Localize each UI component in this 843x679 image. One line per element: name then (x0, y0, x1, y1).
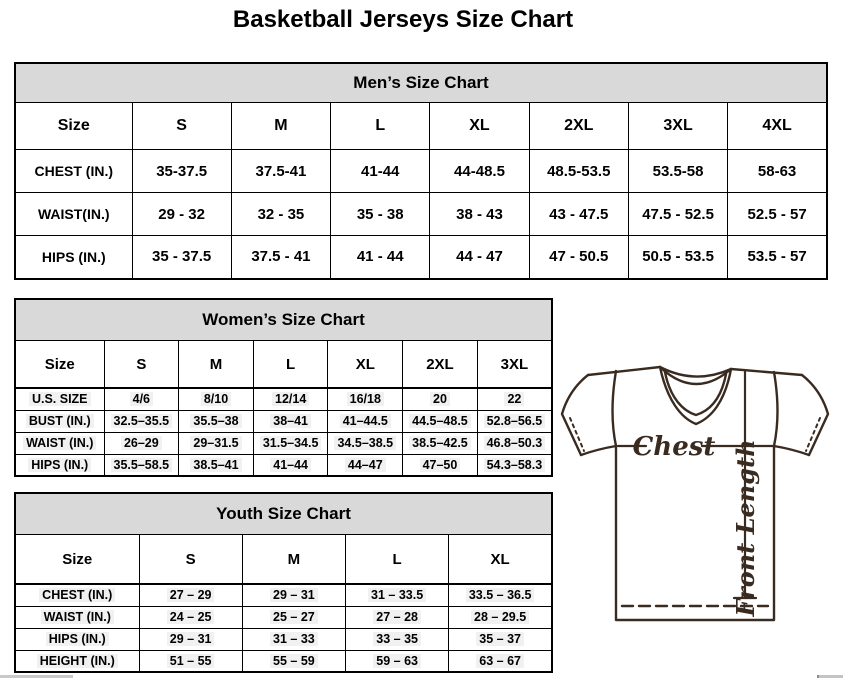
womens-size-chart-table (14, 298, 553, 477)
value-cell: 52.8–56.5 (477, 410, 552, 432)
row-label-text: U.S. SIZE (29, 392, 91, 406)
value-cell: 33 – 35 (346, 628, 449, 650)
value-cell: 35.5–38 (179, 410, 254, 432)
value-cell: 20 (403, 388, 478, 410)
row-label-text: HEIGHT (IN.) (37, 654, 118, 668)
value-cell: 46.8–50.3 (477, 432, 552, 454)
value-cell: 34.5–38.5 (328, 432, 403, 454)
value-cell: 31 – 33.5 (346, 584, 449, 606)
value-cell: 31 – 33 (242, 628, 345, 650)
mens-size-chart-table (14, 62, 828, 280)
table-row (15, 193, 827, 236)
table-row (15, 454, 552, 476)
row-label-cell (15, 606, 139, 628)
size-cell: L (253, 341, 328, 389)
value-cell: 55 – 59 (242, 650, 345, 672)
value-cell: 48.5-53.5 (529, 150, 628, 193)
value-cell: 24 – 25 (139, 606, 242, 628)
right-shoulder-line (731, 369, 802, 375)
size-cell: L (346, 535, 449, 585)
size-cell: XL (328, 341, 403, 389)
value-cell: 44-48.5 (430, 150, 529, 193)
value-cell: 59 – 63 (346, 650, 449, 672)
value-cell: 28 – 29.5 (449, 606, 552, 628)
row-label-text: BUST (IN.) (26, 414, 94, 428)
table-row (15, 628, 552, 650)
value-cell: 58-63 (728, 150, 827, 193)
value-cell: 22 (477, 388, 552, 410)
body-outline (581, 446, 809, 620)
value-cell: 12/14 (253, 388, 328, 410)
size-cell: 3XL (477, 341, 552, 389)
size-cell: 3XL (628, 103, 727, 150)
value-cell: 38.5–41 (179, 454, 254, 476)
value-cell: 38 - 43 (430, 193, 529, 236)
value-cell: 41-44 (331, 150, 430, 193)
row-label-cell: WAIST(IN.) (15, 193, 132, 236)
value-cell: 52.5 - 57 (728, 193, 827, 236)
size-cell: S (139, 535, 242, 585)
row-label-cell (15, 454, 104, 476)
value-cell: 32 - 35 (231, 193, 330, 236)
table-row (15, 236, 827, 279)
size-header-cell: Size (15, 535, 139, 585)
value-cell: 35 - 37.5 (132, 236, 231, 279)
table-row (15, 388, 552, 410)
value-cell: 29 - 32 (132, 193, 231, 236)
value-cell: 41 - 44 (331, 236, 430, 279)
table-row (15, 606, 552, 628)
page-title: Basketball Jerseys Size Chart (232, 6, 574, 33)
value-cell: 35.5–58.5 (104, 454, 179, 476)
size-cell: M (242, 535, 345, 585)
value-cell: 8/10 (179, 388, 254, 410)
value-cell: 35-37.5 (132, 150, 231, 193)
row-label-text: HIPS (IN.) (28, 458, 91, 472)
value-cell: 4/6 (104, 388, 179, 410)
value-cell: 29 – 31 (242, 584, 345, 606)
horizontal-scrollbar-fragment-left[interactable] (0, 675, 73, 678)
value-cell: 50.5 - 53.5 (628, 236, 727, 279)
size-cell: M (179, 341, 254, 389)
row-label-cell (15, 432, 104, 454)
size-cell: 2XL (403, 341, 478, 389)
value-cell: 38–41 (253, 410, 328, 432)
value-cell: 41–44 (253, 454, 328, 476)
value-cell: 51 – 55 (139, 650, 242, 672)
row-label-cell (15, 650, 139, 672)
value-cell: 41–44.5 (328, 410, 403, 432)
value-cell: 47–50 (403, 454, 478, 476)
left-sleeve-outline (562, 375, 588, 455)
womens-chart-title: Women’s Size Chart (15, 299, 552, 341)
right-body-seam (774, 372, 778, 446)
row-label-cell: CHEST (IN.) (15, 150, 132, 193)
size-header-row (15, 535, 552, 585)
size-cell: S (104, 341, 179, 389)
size-cell: XL (449, 535, 552, 585)
value-cell: 54.3–58.3 (477, 454, 552, 476)
youth-size-chart-table (14, 492, 553, 673)
row-label-cell (15, 410, 104, 432)
chest-label: Chest (632, 432, 716, 462)
value-cell: 26–29 (104, 432, 179, 454)
size-header-cell: Size (15, 341, 104, 389)
row-label-text: WAIST (IN.) (41, 610, 114, 624)
size-cell: M (231, 103, 330, 150)
value-cell: 35 – 37 (449, 628, 552, 650)
value-cell: 38.5–42.5 (403, 432, 478, 454)
table-title-row (15, 493, 552, 535)
size-header-row (15, 341, 552, 389)
value-cell: 53.5 - 57 (728, 236, 827, 279)
size-header-cell: Size (15, 103, 132, 150)
row-label-cell (15, 584, 139, 606)
jersey-diagram (550, 358, 840, 626)
table-row (15, 432, 552, 454)
value-cell: 44.5–48.5 (403, 410, 478, 432)
size-cell: L (331, 103, 430, 150)
table-title-row (15, 299, 552, 341)
size-cell: 2XL (529, 103, 628, 150)
row-label-text: WAIST (IN.) (23, 436, 96, 450)
row-label-cell (15, 628, 139, 650)
row-label-text: CHEST (IN.) (39, 588, 115, 602)
size-header-row (15, 103, 827, 150)
value-cell: 27 – 28 (346, 606, 449, 628)
table-title-row (15, 63, 827, 103)
row-label-text: HIPS (IN.) (46, 632, 109, 646)
value-cell: 31.5–34.5 (253, 432, 328, 454)
value-cell: 44 - 47 (430, 236, 529, 279)
value-cell: 43 - 47.5 (529, 193, 628, 236)
value-cell: 44–47 (328, 454, 403, 476)
row-label-cell: HIPS (IN.) (15, 236, 132, 279)
size-cell: S (132, 103, 231, 150)
value-cell: 16/18 (328, 388, 403, 410)
value-cell: 37.5-41 (231, 150, 330, 193)
value-cell: 37.5 - 41 (231, 236, 330, 279)
right-sleeve-outline (802, 375, 828, 455)
mens-chart-title: Men’s Size Chart (15, 63, 827, 103)
value-cell: 29 – 31 (139, 628, 242, 650)
table-row (15, 410, 552, 432)
value-cell: 29–31.5 (179, 432, 254, 454)
front-length-label: Front Length (731, 439, 760, 617)
value-cell: 25 – 27 (242, 606, 345, 628)
youth-chart-title: Youth Size Chart (15, 493, 552, 535)
table-row (15, 584, 552, 606)
value-cell: 33.5 – 36.5 (449, 584, 552, 606)
value-cell: 53.5-58 (628, 150, 727, 193)
horizontal-scrollbar-fragment-right[interactable] (817, 675, 843, 678)
size-cell: 4XL (728, 103, 827, 150)
value-cell: 32.5–35.5 (104, 410, 179, 432)
value-cell: 35 - 38 (331, 193, 430, 236)
row-label-cell (15, 388, 104, 410)
left-body-seam (613, 371, 617, 446)
table-row (15, 150, 827, 193)
value-cell: 27 – 29 (139, 584, 242, 606)
value-cell: 47.5 - 52.5 (628, 193, 727, 236)
size-cell: XL (430, 103, 529, 150)
left-shoulder-line (588, 367, 660, 375)
value-cell: 47 - 50.5 (529, 236, 628, 279)
value-cell: 63 – 67 (449, 650, 552, 672)
table-row (15, 650, 552, 672)
